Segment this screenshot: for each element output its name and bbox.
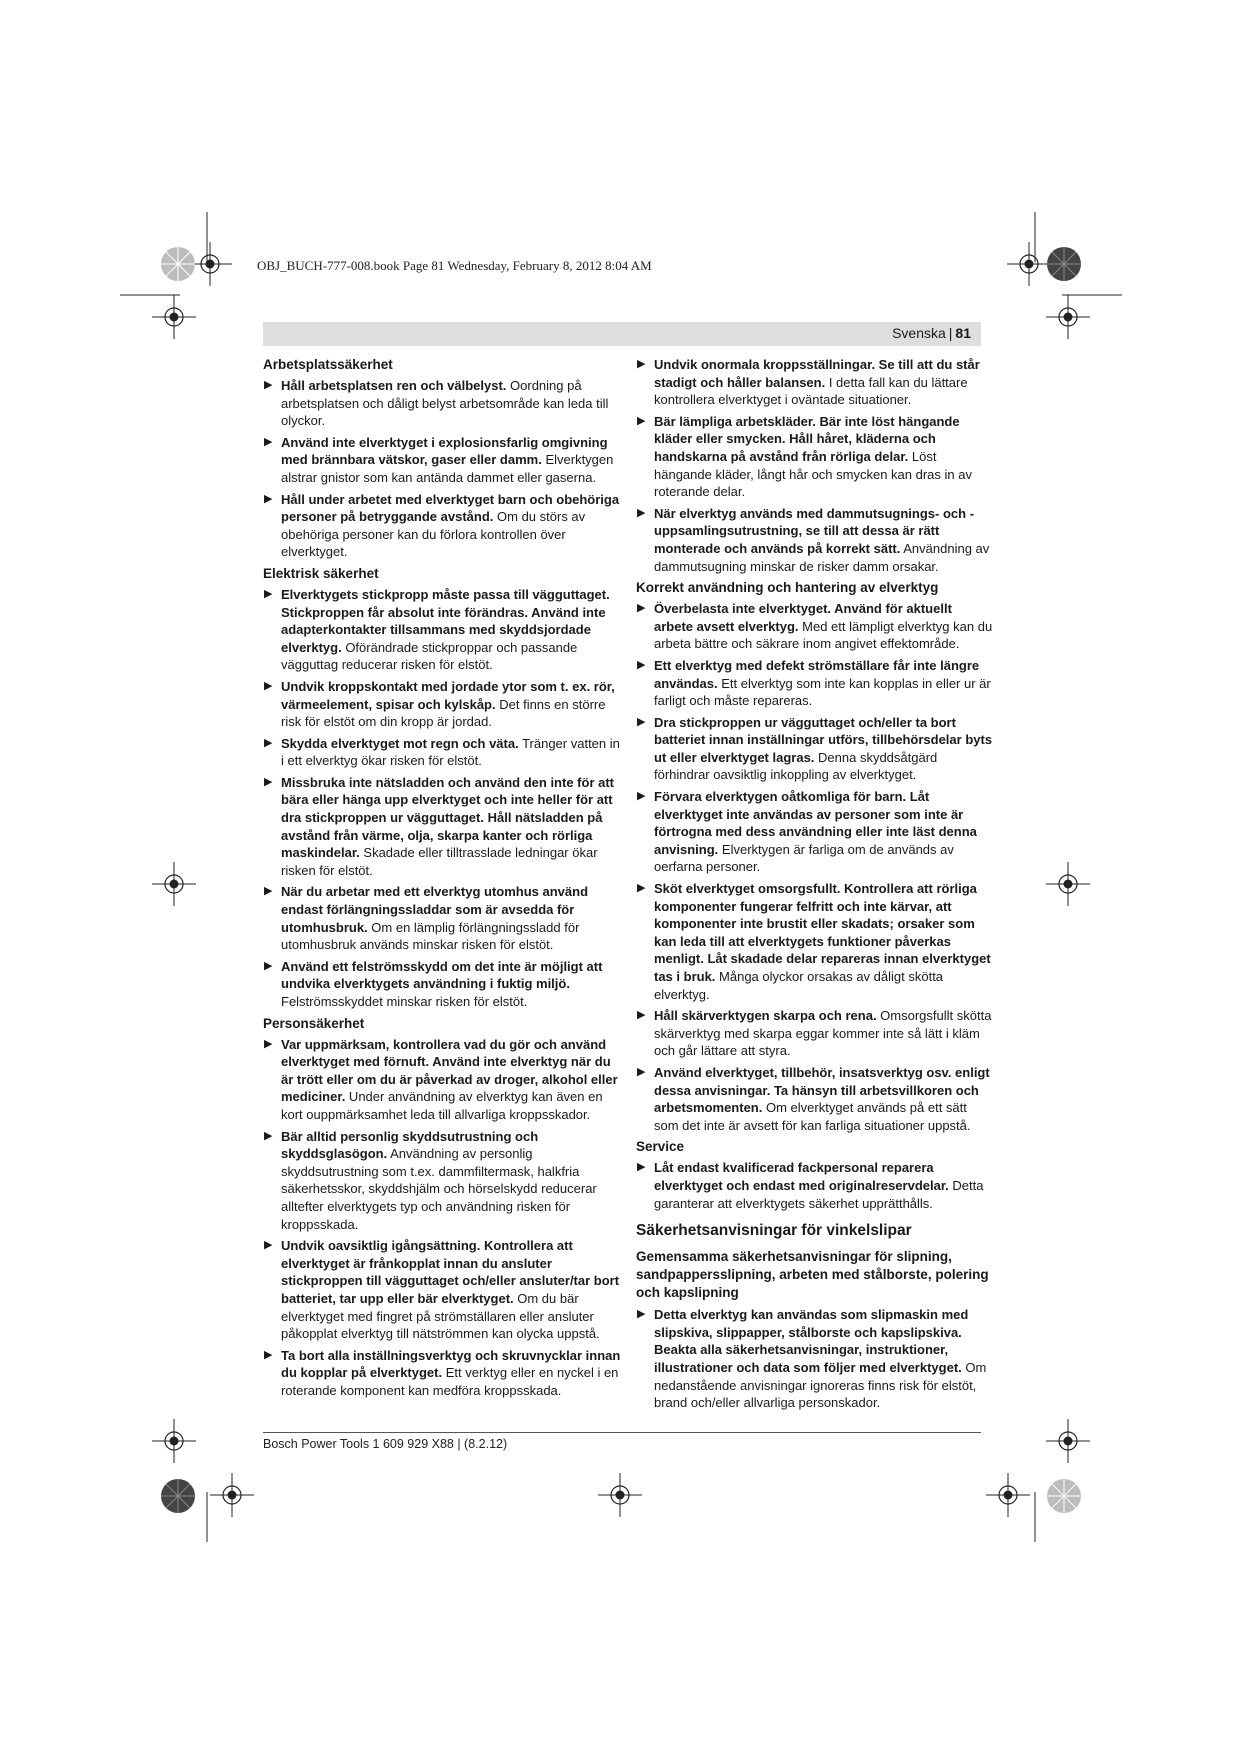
item-emphasis: Använd inte elverktyget i explosionsfarlig omgivning med brännbara vätskor, gaser eller damm. bbox=[281, 434, 608, 468]
section-title: Säkerhetsanvisningar för vinkelslipar bbox=[636, 1222, 912, 1240]
item-emphasis: Använd ett felströmsskydd om det inte är möjligt att undvika elverktygets användning i fuktig miljö. bbox=[281, 958, 603, 992]
crop-mark-icon bbox=[206, 212, 208, 262]
item-emphasis: Ta bort alla inställningsverktyg och skruvnycklar innan du kopplar på elverktyget. bbox=[281, 1347, 621, 1381]
list-item bbox=[263, 1237, 621, 1343]
arrow-bullet-icon: ▶ bbox=[637, 1308, 646, 1321]
registration-mark-icon bbox=[986, 1473, 1030, 1517]
page-header-bar bbox=[263, 322, 981, 346]
item-text: Om en lämplig förlängningssladd för utomhusbruk används minskar risken för elstöt. bbox=[281, 919, 580, 953]
left-column bbox=[263, 356, 621, 1403]
arrow-bullet-icon: ▶ bbox=[264, 1037, 273, 1050]
list-item bbox=[263, 958, 621, 1011]
item-text: I detta fall kan du lättare kontrollera elverktyget i oväntade situationer. bbox=[654, 374, 968, 408]
registration-mark-icon bbox=[1046, 862, 1090, 906]
item-text: Felströmsskyddet minskar risken för elstöt. bbox=[281, 994, 528, 1009]
item-emphasis: Undvik kroppskontakt med jordade ytor som t. ex. rör, värmeelement, spisar och kylskåp. bbox=[281, 678, 615, 712]
crop-mark-icon bbox=[1062, 294, 1122, 296]
item-emphasis: Ett elverktyg med defekt strömställare får inte längre användas. bbox=[654, 657, 980, 691]
subsection-title: Gemensamma säkerhetsanvisningar för slipning, sandpappersslipning, arbeten med stålborste, polering och kapslipning bbox=[636, 1249, 989, 1301]
list-item bbox=[636, 1306, 994, 1412]
list-item bbox=[636, 1159, 994, 1212]
print-info-line: OBJ_BUCH-777-008.book Page 81 Wednesday, February 8, 2012 8:04 AM bbox=[257, 258, 652, 273]
list-item bbox=[636, 1007, 994, 1060]
arrow-bullet-icon: ▶ bbox=[264, 1348, 273, 1361]
item-text: Löst hängande kläder, långt hår och smycken kan dras in av roterande delar. bbox=[654, 448, 972, 500]
arrow-bullet-icon: ▶ bbox=[264, 959, 273, 972]
item-emphasis: Elverktygets stickpropp måste passa till vägguttaget. Stickproppen får absolut inte förändras. Använd inte adapterkontakter tillsammans med skyddsjordade elverktyg. bbox=[281, 586, 610, 655]
arrow-bullet-icon: ▶ bbox=[264, 1239, 273, 1252]
section-heading: Elektrisk säkerhet bbox=[263, 565, 379, 581]
item-text: Ett elverktyg som inte kan kopplas in eller ur är farligt och måste repareras. bbox=[654, 675, 991, 709]
list-item bbox=[263, 883, 621, 953]
arrow-bullet-icon: ▶ bbox=[637, 882, 646, 895]
list-item bbox=[263, 735, 621, 770]
item-text: Skadade eller tilltrasslade ledningar ökar risken för elstöt. bbox=[281, 845, 598, 878]
registration-mark-icon bbox=[152, 862, 196, 906]
header-language: Svenska bbox=[892, 325, 946, 341]
list-item bbox=[263, 1128, 621, 1234]
arrow-bullet-icon: ▶ bbox=[637, 358, 646, 370]
item-emphasis: Bär lämpliga arbetskläder. Bär inte löst hängande kläder eller smycken. Håll håret, kläderna och handskarna på avstånd från rörliga delar. bbox=[654, 413, 960, 464]
section-heading: Service bbox=[636, 1139, 685, 1155]
item-text: Det finns en större risk för elstöt om din kropp är jordad. bbox=[281, 696, 606, 730]
list-item bbox=[263, 491, 621, 561]
list-item bbox=[636, 880, 994, 1003]
item-emphasis: Var uppmärksam, kontrollera vad du gör och använd elverktyget med förnuft. Använd inte elverktyg när du är trött eller om du är påverkad av droger, alkohol eller mediciner. bbox=[281, 1036, 618, 1105]
item-emphasis: Överbelasta inte elverktyget. Använd för aktuellt arbete avsett elverktyg. bbox=[654, 601, 952, 634]
registration-mark-icon bbox=[1007, 242, 1051, 286]
arrow-bullet-icon: ▶ bbox=[637, 1009, 646, 1022]
item-text: Om du bär elverktyget med fingret på strömställaren eller ansluter påkopplat elverktyg till nätströmmen kan olycka uppstå. bbox=[281, 1290, 600, 1342]
page-number: 81 bbox=[955, 325, 971, 341]
item-emphasis: Dra stickproppen ur vägguttaget och/eller ta bort batteriet innan inställningar utförs, tillbehörsdelar byts ut eller elverktyget lagras. bbox=[654, 714, 993, 765]
arrow-bullet-icon: ▶ bbox=[264, 885, 273, 898]
item-text: Om du störs av obehöriga personer kan du förlora kontrollen över elverktyget. bbox=[281, 509, 586, 560]
list-item bbox=[263, 1036, 621, 1124]
arrow-bullet-icon: ▶ bbox=[637, 602, 646, 615]
color-wheel-icon bbox=[1046, 246, 1082, 282]
item-emphasis: Bär alltid personlig skyddsutrustning och skyddsglasögon. bbox=[281, 1128, 539, 1162]
footer-rule bbox=[263, 1432, 981, 1433]
arrow-bullet-icon: ▶ bbox=[637, 1065, 646, 1078]
right-column bbox=[636, 356, 994, 1416]
item-emphasis: Håll arbetsplatsen ren och välbelyst. bbox=[281, 378, 507, 393]
item-emphasis: Sköt elverktyget omsorgsfullt. Kontrollera att rörliga komponenter fungerar felfritt och inte kärvar, att komponenter inte brustit eller skadats; orsaker som kan leda till att elverktygets funktioner påverkas menligt. Låt skadade delar repareras innan elverktyget tas i bruk. bbox=[654, 881, 991, 984]
arrow-bullet-icon: ▶ bbox=[264, 775, 273, 788]
item-text: Användning av personlig skyddsutrustning som t.ex. dammfiltermask, halkfria säkerhetsskor, skyddshjälm och hörselskydd reducerar alltefter elverktygets typ och användning risken för kroppsskada. bbox=[281, 1146, 597, 1232]
section-heading: Arbetsplatssäkerhet bbox=[263, 357, 393, 372]
item-emphasis: Låt endast kvalificerad fackpersonal reparera elverktyget och endast med originalreservdelar. bbox=[654, 1160, 949, 1193]
list-item bbox=[263, 434, 621, 487]
item-text: Många olyckor orsakas av dåligt skötta elverktyg. bbox=[654, 969, 944, 1002]
color-wheel-icon bbox=[1046, 1478, 1082, 1514]
crop-mark-icon bbox=[206, 1492, 208, 1542]
list-item bbox=[263, 774, 621, 880]
arrow-bullet-icon: ▶ bbox=[264, 1129, 273, 1142]
item-text: Elverktygen är farliga om de används av oerfarna personer. bbox=[654, 841, 954, 875]
list-item bbox=[636, 413, 994, 501]
arrow-bullet-icon: ▶ bbox=[264, 587, 273, 600]
arrow-bullet-icon: ▶ bbox=[637, 506, 646, 519]
item-emphasis: Använd elverktyget, tillbehör, insatsverktyg osv. enligt dessa anvisningar. Ta hänsyn till arbetsvillkoren och arbetsmomenten. bbox=[654, 1064, 990, 1116]
arrow-bullet-icon: ▶ bbox=[264, 435, 273, 448]
item-text: Användning av dammutsugning minskar de risker damm orsakar. bbox=[654, 540, 990, 574]
item-emphasis: Missbruka inte nätsladden och använd den inte för att bära eller hänga upp elverktyget och inte heller för att dra stickproppen ur vägguttaget. Håll nätsladden på avstånd från värme, olja, skarpa kanter och rörliga maskindelar. bbox=[281, 774, 614, 861]
list-item bbox=[263, 678, 621, 731]
list-item bbox=[263, 586, 621, 674]
item-emphasis: När elverktyg används med dammutsugnings- och -uppsamlingsutrustning, se till att dessa är rätt monterade och används på korrekt sätt. bbox=[654, 505, 975, 556]
color-wheel-icon bbox=[160, 1478, 196, 1514]
list-item bbox=[636, 714, 994, 784]
item-emphasis: Undvik oavsiktlig igångsättning. Kontrollera att elverktyget är frånkopplat innan du ansluter stickproppen till vägguttaget och/eller ansluter/tar bort batteriet, tar upp eller bär elverktyget. bbox=[281, 1238, 620, 1306]
header-separator: | bbox=[948, 325, 953, 341]
item-text: Med ett lämpligt elverktyg kan du arbeta bättre och säkrare inom angivet effektområde. bbox=[654, 618, 993, 652]
crop-mark-icon bbox=[1034, 212, 1036, 262]
arrow-bullet-icon: ▶ bbox=[637, 715, 646, 728]
arrow-bullet-icon: ▶ bbox=[637, 414, 646, 427]
list-item bbox=[263, 377, 621, 430]
item-text: Denna skyddsåtgärd förhindrar oavsiktlig inkoppling av elverktyget. bbox=[654, 749, 938, 783]
item-emphasis: Håll under arbetet med elverktyget barn och obehöriga personer på betryggande avstånd. bbox=[281, 491, 620, 525]
registration-mark-icon bbox=[598, 1473, 642, 1517]
item-text: Elverktygen alstrar gnistor som kan antända dammet eller gaserna. bbox=[281, 452, 614, 485]
list-item bbox=[636, 788, 994, 876]
arrow-bullet-icon: ▶ bbox=[264, 379, 273, 391]
list-item bbox=[263, 1347, 621, 1400]
item-text: Ett verktyg eller en nyckel i en roterande komponent kan medföra kroppsskada. bbox=[281, 1365, 619, 1398]
arrow-bullet-icon: ▶ bbox=[264, 492, 273, 505]
arrow-bullet-icon: ▶ bbox=[637, 790, 646, 803]
item-text: Tränger vatten in i ett elverktyg ökar risken för elstöt. bbox=[281, 735, 620, 769]
list-item bbox=[636, 600, 994, 653]
item-emphasis: När du arbetar med ett elverktyg utomhus använd endast förlängningssladdar som är avsedda för utomhusbruk. bbox=[281, 884, 589, 935]
crop-mark-icon bbox=[120, 294, 180, 296]
item-emphasis: Undvik onormala kroppsställningar. Se till att du står stadigt och håller balansen. bbox=[654, 357, 980, 390]
item-emphasis: Detta elverktyg kan användas som slipmaskin med slipskiva, slippapper, stålborste och kapslipskiva. Beakta alla säkerhetsanvisningar, instruktioner, illustrationer och data som följer med elverktyget. bbox=[654, 1307, 969, 1375]
item-text: Oordning på arbetsplatsen och dåligt belyst arbetsområde kan leda till olyckor. bbox=[281, 378, 609, 429]
registration-mark-icon bbox=[1046, 1419, 1090, 1463]
list-item bbox=[636, 356, 994, 409]
registration-mark-icon bbox=[210, 1473, 254, 1517]
list-item bbox=[636, 1064, 994, 1134]
page-footer: Bosch Power Tools 1 609 929 X88 | (8.2.12) bbox=[263, 1437, 508, 1451]
item-text: Om nedanstående anvisningar ignoreras finns risk för elstöt, brand och/eller allvarliga personskador. bbox=[654, 1359, 987, 1411]
item-text: Oförändrade stickproppar och passande vägguttag reducerar risken för elstöt. bbox=[281, 639, 578, 673]
item-text: Detta garanterar att elverktygets säkerhet upprätthålls. bbox=[654, 1177, 984, 1211]
arrow-bullet-icon: ▶ bbox=[264, 736, 273, 749]
list-item bbox=[636, 657, 994, 710]
arrow-bullet-icon: ▶ bbox=[637, 658, 646, 671]
registration-mark-icon bbox=[1046, 295, 1090, 339]
color-wheel-icon bbox=[160, 246, 196, 282]
item-text: Under användning av elverktyg kan även en kort ouppmärksamhet leda till allvarliga kroppsskador. bbox=[281, 1089, 603, 1122]
crop-mark-icon bbox=[1034, 1492, 1036, 1542]
item-text: Omsorgsfullt skötta skärverktyg med skarpa eggar kommer inte så lätt i kläm och går lättare att styra. bbox=[654, 1008, 992, 1059]
item-emphasis: Håll skärverktygen skarpa och rena. bbox=[654, 1008, 877, 1024]
list-item bbox=[636, 505, 994, 575]
section-heading: Personsäkerhet bbox=[263, 1015, 365, 1031]
item-text: Om elverktyget används på ett sätt som det inte är avsett för kan farliga situationer uppstå. bbox=[654, 1100, 971, 1133]
item-emphasis: Skydda elverktyget mot regn och väta. bbox=[281, 735, 519, 751]
page-header bbox=[892, 325, 971, 341]
registration-mark-icon bbox=[152, 295, 196, 339]
section-heading: Korrekt användning och hantering av elverktyg bbox=[636, 580, 939, 596]
item-emphasis: Förvara elverktygen oåtkomliga för barn. Låt elverktyget inte användas av personer som inte är förtrogna med dess användning eller inte läst denna anvisning. bbox=[654, 789, 977, 857]
registration-mark-icon bbox=[152, 1419, 196, 1463]
arrow-bullet-icon: ▶ bbox=[264, 679, 273, 692]
arrow-bullet-icon: ▶ bbox=[637, 1161, 646, 1174]
